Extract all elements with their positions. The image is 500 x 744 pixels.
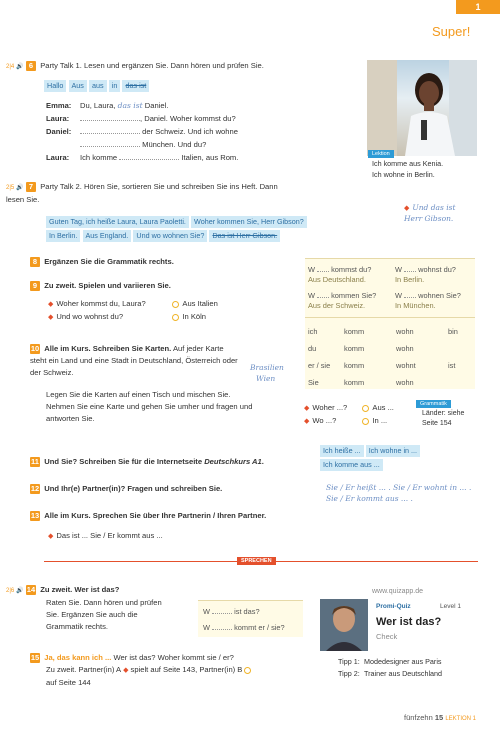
chapter-number: 1 [475, 2, 481, 12]
word-chip: in [109, 80, 121, 92]
dialog [46, 100, 356, 164]
section-label: SPRECHEN [237, 557, 276, 565]
circle-icon [172, 301, 179, 308]
exercise-number: 7 [26, 182, 36, 192]
grammar-box: W kommst du? Aus Deutschland. W wohnst du? In Berlin. W kommen Sie? Aus der Schweiz. W wohnen Sie? In München. ich komm wohn bin du komm wohn er / sie komm wohnt ist Sie komm wohn [305, 258, 475, 389]
page-footer: fünfzehn 15 LEKTION 1 [404, 713, 476, 722]
quiz-photo [320, 599, 368, 651]
circle-icon [362, 418, 369, 425]
exercise-instruction: Lesen und ergänzen Sie. Dann hören und prüfen Sie. [83, 61, 264, 70]
speaker-icon[interactable]: 🔊 [16, 185, 24, 191]
sentence-chip: Woher kommen Sie, Herr Gibson? [191, 216, 307, 228]
grammar-tag: Grammatik [416, 400, 451, 408]
man-illustration [320, 599, 368, 651]
dialog-line: Laura: , Daniel. Woher kommst du? [46, 114, 236, 123]
quiz-url: www.quizapp.de [372, 588, 423, 595]
quiz-title: Wer ist das? [376, 616, 442, 628]
ex10-examples: ◆ Woher ...? Aus ... ◆ Wo ...? In ... [304, 403, 394, 425]
diamond-icon: ◆ [304, 405, 310, 412]
ex14-header: 2|6 🔊 14 Zu zweit. Wer ist das? [6, 585, 120, 594]
dialog-line: Emma: Du, Laura, das ist Daniel. [46, 101, 169, 110]
blank-field[interactable] [80, 138, 140, 147]
handwritten-card: Brasilien Wien [250, 363, 284, 383]
circle-icon [244, 667, 251, 674]
ex7-header: 2|5 🔊 7 Party Talk 2. Hören Sie, sortieren Sie und schreiben Sie ins Heft. Dann lesen Sie. [6, 182, 278, 204]
circle-icon [362, 405, 369, 412]
ex11-chips: Ich heiße ... Ich wohne in ... Ich komme aus ... [320, 444, 480, 472]
sentence-chip: Guten Tag, ich heiße Laura, Laura Paoletti. [46, 216, 189, 228]
sentence-chip: Und wo wohnen Sie? [133, 230, 207, 242]
audio-track: 2|4 [6, 64, 15, 70]
ex11: 11 Und Sie? Schreiben Sie für die Internetseite Deutschkurs A1. [31, 457, 264, 466]
diamond-icon: ◆ [123, 667, 129, 674]
speaker-icon[interactable]: 🔊 [16, 588, 24, 594]
conjugation-table: ich komm wohn bin du komm wohn er / sie komm wohnt ist Sie komm wohn [308, 327, 458, 387]
page-title: Super! [432, 24, 471, 39]
ex10-instruction: Legen Sie die Karten auf einen Tisch und mischen Sie. Nehmen Sie eine Karte und gehen Sie umher und fragen und antworten Sie. [46, 390, 253, 423]
handwritten-answer: das ist [117, 101, 143, 110]
word-chip: das ist [122, 80, 149, 92]
ex13: 13 Alle im Kurs. Sprechen Sie über Ihre Partnerin / Ihren Partner. [30, 511, 267, 520]
dialog-line: Laura: Ich komme Italien, aus Rom. [46, 153, 239, 162]
diamond-icon: ◆ [304, 418, 310, 425]
sentence-bank [46, 215, 307, 243]
ex14-text: Raten Sie. Dann hören und prüfen Sie. Ergänzen Sie auch die Grammatik rechts. [46, 598, 162, 631]
ex15: 15 Ja, das kann ich ... Wer ist das? Woher kommt sie / er? Zu zweit. Partner(in) A ◆ spielt auf Seite 143, Partner(in) B auf Seite 144 [30, 652, 310, 689]
ex9: 9 Zu zweit. Spielen und variieren Sie. [30, 280, 171, 292]
chapter-tab [456, 0, 500, 14]
ex6-header [6, 60, 264, 73]
speaker-icon[interactable]: 🔊 [16, 64, 24, 70]
word-chip: aus [89, 80, 107, 92]
sentence-chip: In Berlin. [46, 230, 80, 242]
photo-woman [367, 60, 477, 156]
quiz-label: Promi-Quiz [376, 603, 411, 610]
exercise-title: Party Talk 1. [40, 61, 82, 70]
dialog-line: München. Und du? [46, 138, 356, 151]
diamond-icon: ◆ [48, 301, 54, 308]
blank-field[interactable] [80, 125, 140, 134]
side-note: ◆ Und das ist Herr Gibson. [404, 203, 456, 223]
diamond-icon: ◆ [48, 533, 54, 540]
ex8: 8 Ergänzen Sie die Grammatik rechts. [30, 256, 174, 268]
photo-caption: Ich komme aus Kenia. Ich wohne in Berlin. [372, 159, 444, 179]
diamond-icon: ◆ [404, 205, 410, 212]
ex12: 12 Und Ihr(e) Partner(in)? Fragen und schreiben Sie. [30, 484, 223, 493]
dialog-line: Daniel: der Schweiz. Und ich wohne [46, 127, 238, 136]
lesson-tag: Lektion [368, 150, 394, 158]
ex14-grammar: W ist das? W kommt er / sie? [198, 600, 303, 637]
ex13-example: ◆ Das ist ... Sie / Er kommt aus ... [48, 531, 163, 540]
blank-field[interactable] [119, 151, 179, 160]
quiz-tips: Tipp 1: Modedesigner aus Paris Tipp 2: Trainer aus Deutschland [338, 657, 443, 678]
sentence-chip: Aus England. [83, 230, 132, 242]
laender-note: Länder: siehe Seite 154 [422, 410, 465, 427]
word-chip: Aus [69, 80, 87, 92]
ex12-note: Sie / Er heißt ... . Sie / Er wohnt in ... . Sie / Er kommt aus ... . [326, 483, 472, 503]
audio-track: 2|5 [6, 185, 15, 191]
circle-icon [172, 314, 179, 321]
ex10: 10 Alle im Kurs. Schreiben Sie Karten. Auf jeder Karte steht ein Land und eine Stadt in Deutschland, Österreich oder der Schweiz. [30, 344, 238, 377]
quiz-level: Level 1 [440, 603, 461, 610]
ex9-examples: ◆ Woher kommst du, Laura? Aus Italien ◆ Und wo wohnst du? In Köln [48, 299, 218, 321]
diamond-icon: ◆ [48, 314, 54, 321]
word-bank [44, 80, 149, 92]
word-chip: Hallo [44, 80, 66, 92]
quiz-check[interactable]: Check [376, 632, 398, 641]
sentence-chip: Das ist Herr Gibson. [209, 230, 280, 242]
woman-illustration [367, 60, 477, 156]
blank-field[interactable] [80, 112, 140, 121]
exercise-number: 6 [26, 61, 36, 71]
